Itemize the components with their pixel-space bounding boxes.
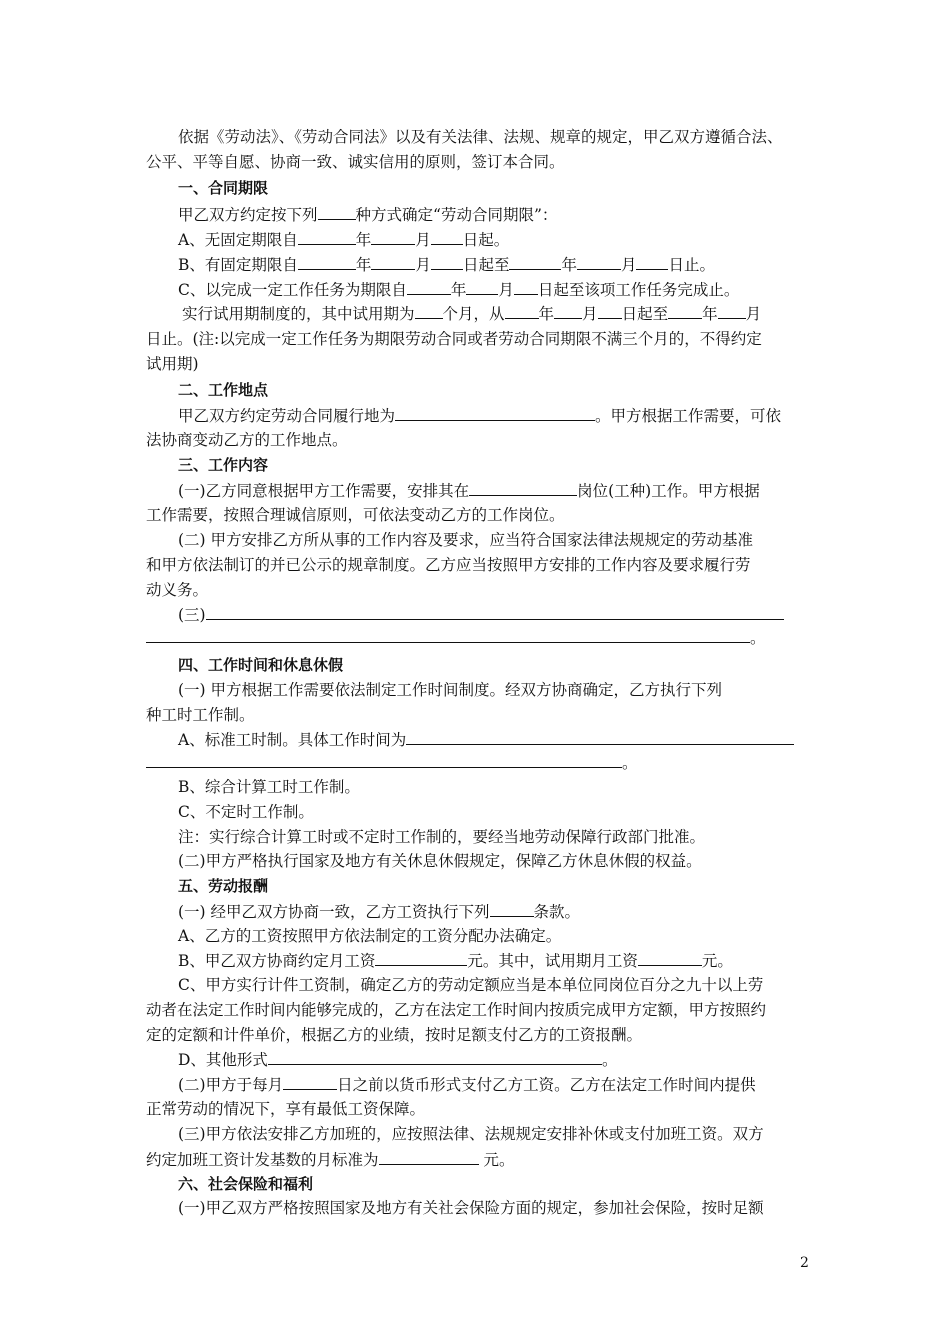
term-method-line: 甲乙双方约定按下列 种方式确定“劳动合同期限”： [178,206,558,224]
probation-line3: 试用期) [146,355,199,373]
salary-option-c-line3: 定的定额和计件单价，根据乙方的业绩，按时足额支付乙方的工资报酬。 [146,1026,643,1044]
term-option-b: B、有固定期限自 年 月 日起至 年 月 日止。 [178,256,715,274]
blank-field[interactable] [375,950,467,966]
job-content-2-line1: (二) 甲方安排乙方所从事的工作内容及要求，应当符合国家法律法规规定的劳动基准 [178,531,754,549]
work-hours-option-b: B、综合计算工时工作制。 [178,778,360,796]
work-hours-1-line2: 种工时工作制。 [146,706,255,724]
blank-field[interactable] [490,901,534,917]
blank-field[interactable] [298,229,356,245]
blank-field[interactable] [554,303,582,319]
blank-field[interactable] [371,254,415,270]
salary-option-c-line2: 动者在法定工作时间内能够完成的，乙方在法定工作时间内按质完成甲方定额，甲方按照约 [146,1001,767,1019]
section-heading-1: 一、合同期限 [178,179,269,197]
blank-field[interactable] [371,229,415,245]
work-hours-option-a-line2: 。 [146,752,810,773]
blank-field[interactable] [668,303,702,319]
page-number: 2 [800,1255,809,1271]
salary-option-a: A、乙方的工资按照甲方依法制定的工资分配办法确定。 [178,927,562,945]
blank-field[interactable] [514,279,538,295]
job-content-2-line3: 动义务。 [146,581,209,599]
probation-line2: 日止。(注:以完成一定工作任务为期限劳动合同或者劳动合同期限不满三个月的，不得约定 [146,330,762,348]
section-heading-2: 二、工作地点 [178,381,269,399]
blank-field[interactable] [318,204,356,220]
blank-field[interactable] [379,1149,479,1165]
blank-field[interactable] [509,254,561,270]
blank-field[interactable] [395,405,595,421]
workplace-line2: 法协商变动乙方的工作地点。 [146,431,348,449]
paragraph-intro-line2: 公平、平等自愿、协商一致、诚实信用的原则，签订本合同。 [146,153,565,171]
job-content-2-line2: 和甲方依法制订的并已公示的规章制度。乙方应当按照甲方安排的工作内容及要求履行劳 [146,556,751,574]
job-content-3-line2: 。 [146,627,810,648]
salary-2-line2: 正常劳动的情况下，享有最低工资保障。 [146,1100,426,1118]
work-hours-option-a: A、标准工时制。具体工作时间为 [178,729,842,750]
blank-field[interactable] [415,303,443,319]
probation-line1: 实行试用期制度的，其中试用期为 个月，从 年 月 日起至 年 月 [182,305,762,323]
section-heading-4: 四、工作时间和休息休假 [178,656,344,674]
blank-field[interactable] [406,729,794,745]
salary-3-line1: (三)甲方依法安排乙方加班的，应按照法律、法规规定安排补休或支付加班工资。双方 [178,1125,764,1143]
salary-option-d: D、其他形式 。 [178,1051,618,1069]
job-content-3-line1: (三) [178,604,842,625]
salary-option-c-line1: C、甲方实行计件工资制，确定乙方的劳动定额应当是本单位同岗位百分之九十以上劳 [178,976,764,994]
blank-field[interactable] [466,279,498,295]
blank-field[interactable] [577,254,621,270]
term-option-a: A、无固定期限自 年 月 日起。 [178,231,510,249]
blank-field[interactable] [718,303,746,319]
blank-field[interactable] [283,1074,337,1090]
job-content-1-line2: 工作需要，按照合理诚信原则，可依法变动乙方的工作岗位。 [146,506,565,524]
blank-field[interactable] [636,254,668,270]
insurance-1-line1: (一)甲乙双方严格按照国家及地方有关社会保险方面的规定，参加社会保险，按时足额 [178,1199,764,1217]
blank-field[interactable] [298,254,356,270]
section-heading-6: 六、社会保险和福利 [178,1175,314,1193]
salary-3-line2: 约定加班工资计发基数的月标准为 元。 [146,1151,515,1169]
blank-field[interactable] [268,1049,602,1065]
salary-2-line1: (二)甲方于每月 日之前以货币形式支付乙方工资。乙方在法定工作时间内提供 [178,1076,756,1094]
work-hours-note: 注：实行综合计算工时或不定时工作制的，要经当地劳动保障行政部门批准。 [178,828,706,846]
blank-field[interactable] [431,229,463,245]
blank-field[interactable] [206,604,784,620]
blank-field[interactable] [598,303,622,319]
blank-field[interactable] [407,279,451,295]
section-heading-3: 三、工作内容 [178,456,269,474]
work-hours-option-c: C、不定时工作制。 [178,803,314,821]
blank-field[interactable] [469,480,577,496]
job-content-1-line1: (一)乙方同意根据甲方工作需要，安排其在 岗位(工种)工作。甲方根据 [178,482,760,500]
blank-field[interactable] [431,254,463,270]
section-heading-5: 五、劳动报酬 [178,877,269,895]
blank-field[interactable] [638,950,702,966]
blank-field[interactable] [505,303,539,319]
salary-option-b: B、甲乙双方协商约定月工资 元。其中，试用期月工资 元。 [178,952,733,970]
blank-field[interactable] [146,627,750,643]
term-option-c: C、以完成一定工作任务为期限自 年 月 日起至该项工作任务完成止。 [178,281,740,299]
workplace-line1: 甲乙双方约定劳动合同履行地为 。甲方根据工作需要，可依 [178,407,782,425]
work-hours-2: (二)甲方严格执行国家及地方有关休息休假规定，保障乙方休息休假的权益。 [178,852,702,870]
work-hours-1-line1: (一) 甲方根据工作需要依法制定工作时间制度。经双方协商确定，乙方执行下列 [178,681,723,699]
salary-1: (一) 经甲乙双方协商一致，乙方工资执行下列 条款。 [178,903,581,921]
paragraph-intro-line1: 依据《劳动法》、《劳动合同法》以及有关法律、法规、规章的规定，甲乙双方遵循合法、 [178,128,783,146]
blank-field[interactable] [146,752,622,768]
